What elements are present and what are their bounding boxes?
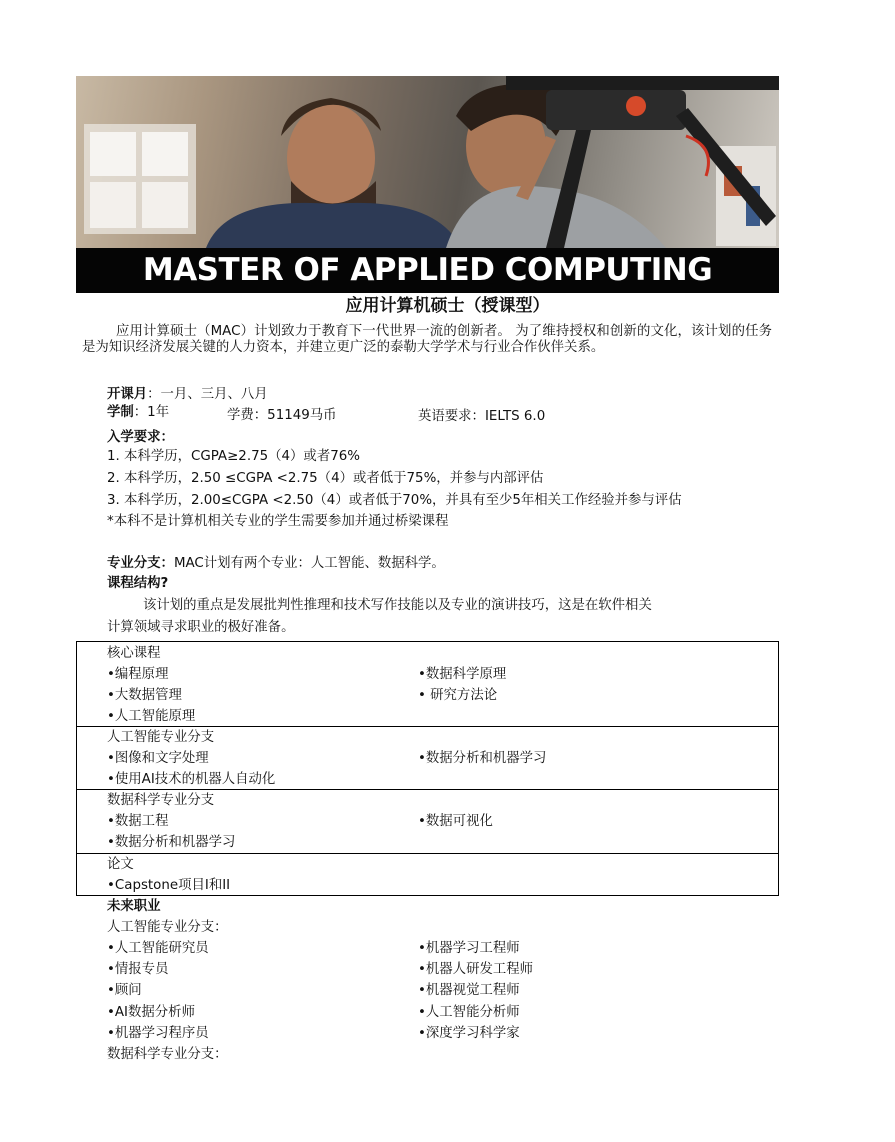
section-heading: 数据科学专业分支 — [107, 793, 215, 808]
career-item: •人工智能研究员 — [107, 941, 209, 956]
section-thesis — [77, 854, 778, 895]
course-item: •图像和文字处理 — [107, 751, 209, 766]
career-item: •深度学习科学家 — [418, 1026, 520, 1041]
structure-text-line: 该计划的重点是发展批判性推理和技术写作技能以及专业的演讲技巧，这是在软件相关 — [143, 598, 652, 613]
course-item: •使用AI技术的机器人自动化 — [107, 772, 276, 787]
section-ai — [77, 727, 778, 790]
structure-text-line: 计算领域寻求职业的极好准备。 — [107, 620, 295, 635]
course-item: •编程原理 — [107, 667, 169, 682]
career-item: •机器视觉工程师 — [418, 983, 520, 998]
career-item: •人工智能分析师 — [418, 1005, 520, 1020]
hero-photo — [76, 76, 779, 248]
intro-paragraph: 应用计算硕士（MAC）计划致力于教育下一代世界一流的创新者。 为了维持授权和创新的文化，该计划的任务是为知识经济发展关键的人力资本，并建立更广泛的泰勒大学学术与行业合作伙伴关系。 — [82, 324, 772, 355]
course-item: •数据分析和机器学习 — [107, 835, 236, 850]
course-item: •Capstone项目I和II — [107, 878, 231, 893]
section-heading: 核心课程 — [107, 646, 161, 661]
intake-value: ：一月、三月、八月 — [147, 387, 268, 402]
duration-label: 学制 — [107, 405, 134, 420]
career-item: •机器学习工程师 — [418, 941, 520, 956]
admission-item: 3. 本科学历，2.00≤CGPA <2.50（4）或者低于70%，并具有至少5年相关工作经验并参与评估 — [107, 493, 682, 508]
course-item: •大数据管理 — [107, 688, 182, 703]
course-table — [76, 641, 779, 896]
career-item: •机器学习程序员 — [107, 1026, 209, 1041]
specialization-label: 专业分支： — [107, 556, 174, 571]
admission-item: 1. 本科学历，CGPA≥2.75（4）或者76% — [107, 449, 360, 464]
hero-illustration — [76, 76, 779, 248]
ai-careers-label: 人工智能专业分支： — [107, 920, 228, 935]
course-item: •数据工程 — [107, 814, 169, 829]
career-item: •顾问 — [107, 983, 142, 998]
tuition-fee: 学费：51149马币 — [227, 408, 337, 423]
intake-label: 开课月 — [107, 387, 148, 402]
section-heading: 人工智能专业分支 — [107, 730, 215, 745]
intake-line — [107, 386, 268, 404]
course-item: •数据科学原理 — [418, 667, 507, 682]
admission-note: *本科不是计算机相关专业的学生需要参加并通过桥梁课程 — [107, 514, 449, 529]
ds-careers-label: 数据科学专业分支： — [107, 1047, 228, 1062]
duration-value: ：1年 — [133, 405, 170, 420]
section-core — [77, 642, 778, 727]
specialization-line — [107, 555, 445, 573]
program-banner-title: MASTER OF APPLIED COMPUTING — [76, 248, 779, 293]
admission-label: 入学要求： — [107, 430, 174, 445]
course-item: •人工智能原理 — [107, 709, 196, 724]
duration-line — [107, 404, 169, 422]
specialization-value: MAC计划有两个专业：人工智能、数据科学。 — [173, 556, 445, 571]
section-data-science — [77, 790, 778, 854]
course-item: • 研究方法论 — [418, 688, 498, 703]
page-title: 应用计算机硕士（授课型） — [345, 296, 550, 316]
course-item: •数据可视化 — [418, 814, 493, 829]
career-item: •AI数据分析师 — [107, 1005, 195, 1020]
admission-item: 2. 本科学历，2.50 ≤CGPA <2.75（4）或者低于75%，并参与内部评估 — [107, 471, 544, 486]
structure-label: 课程结构? — [107, 576, 169, 591]
careers-label: 未来职业 — [107, 899, 161, 914]
course-item: •数据分析和机器学习 — [418, 751, 547, 766]
section-heading: 论文 — [107, 857, 134, 872]
career-item: •情报专员 — [107, 962, 169, 977]
career-item: •机器人研发工程师 — [418, 962, 534, 977]
english-requirement: 英语要求：IELTS 6.0 — [418, 409, 546, 424]
